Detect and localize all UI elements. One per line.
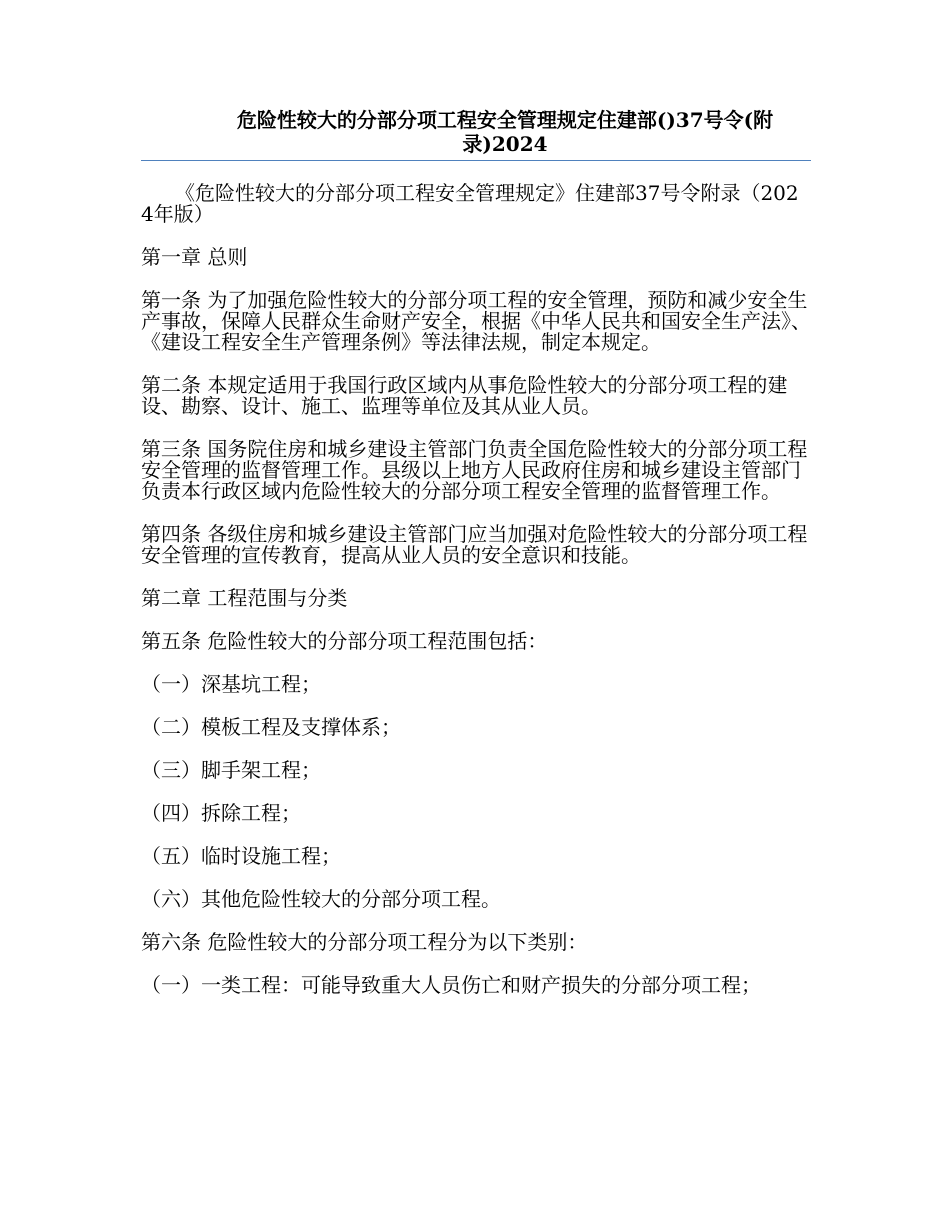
chapter-heading: 第一章 总则: [141, 245, 248, 269]
document-page: [141, 108, 811, 1018]
document-title: 危险性较大的分部分项工程安全管理规定住建部()37号令(附录)2024: [236, 108, 774, 156]
intro-paragraph: 《危险性较大的分部分项工程安全管理规定》住建部37号令附录（2024年版）: [141, 181, 799, 226]
list-item: （五）临时设施工程；: [141, 844, 341, 868]
article-paragraph: 第二条 本规定适用于我国行政区域内从事危险性较大的分部分项工程的建设、勘察、设计、施工、监理等单位及其从业人员。: [141, 373, 788, 418]
list-item: （一）深基坑工程；: [141, 672, 321, 696]
list-item: （三）脚手架工程；: [141, 758, 321, 782]
chapter-heading: 第二章 工程范围与分类: [141, 586, 348, 610]
title-divider: [141, 160, 811, 161]
article-paragraph: 第四条 各级住房和城乡建设主管部门应当加强对危险性较大的分部分项工程安全管理的宣传教育，提高从业人员的安全意识和技能。: [141, 522, 808, 567]
list-item: （二）模板工程及支撑体系；: [141, 715, 401, 739]
article-paragraph: 第六条 危险性较大的分部分项工程分为以下类别：: [141, 930, 588, 954]
article-paragraph: 第三条 国务院住房和城乡建设主管部门负责全国危险性较大的分部分项工程安全管理的监督管理工作。县级以上地方人民政府住房和城乡建设主管部门负责本行政区域内危险性较大的分部分项工程安全管理的监督管理工作。: [141, 437, 808, 503]
list-item: （四）拆除工程；: [141, 801, 301, 825]
list-item: （一）一类工程：可能导致重大人员伤亡和财产损失的分部分项工程；: [141, 973, 761, 997]
article-paragraph: 第一条 为了加强危险性较大的分部分项工程的安全管理，预防和减少安全生产事故，保障人民群众生命财产安全，根据《中华人民共和国安全生产法》、《建设工程安全生产管理条例》等法律法规，制定本规定。: [141, 288, 811, 354]
list-item: （六）其他危险性较大的分部分项工程。: [141, 887, 501, 911]
article-paragraph: 第五条 危险性较大的分部分项工程范围包括：: [141, 629, 548, 653]
